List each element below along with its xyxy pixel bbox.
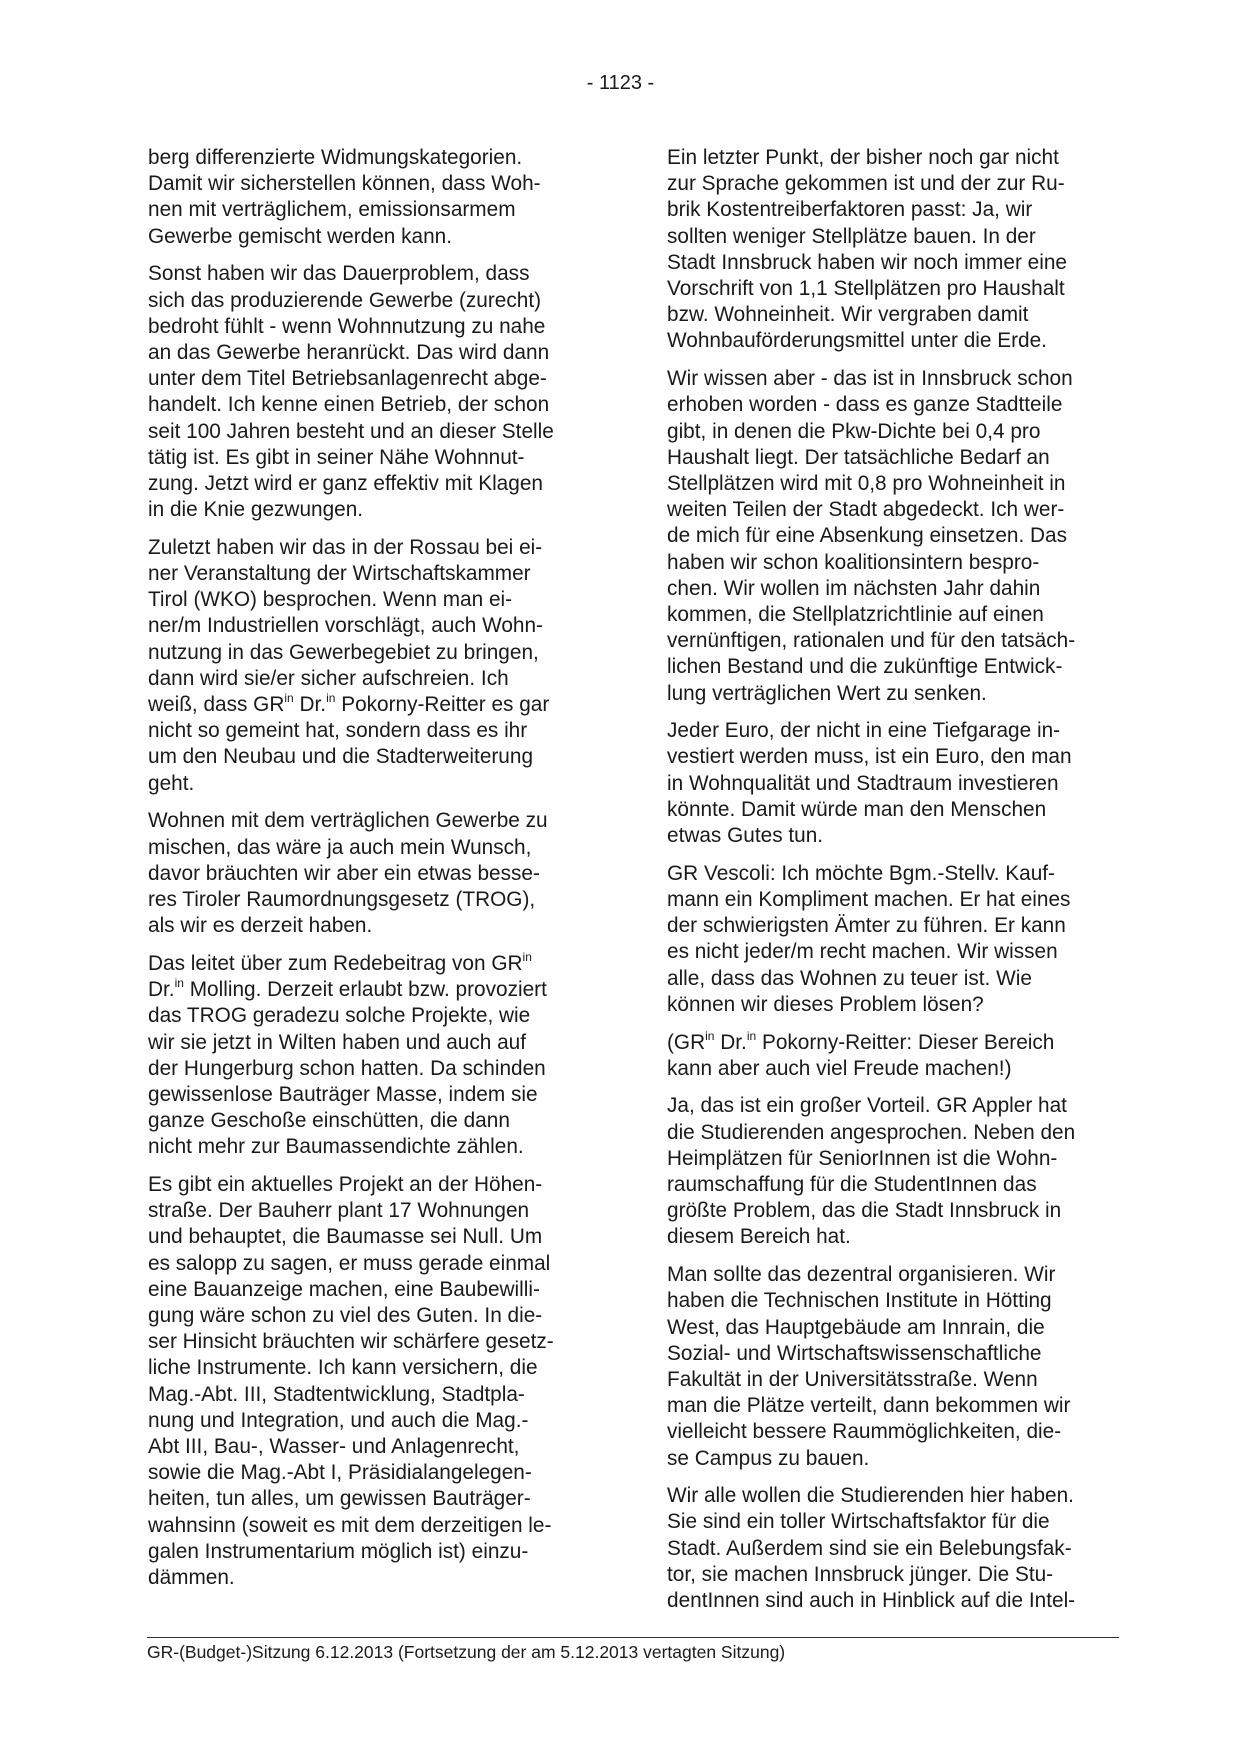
superscript-in: in [326, 691, 336, 706]
text-line: erhoben worden - dass es ganze Stadtteile [667, 393, 1063, 417]
text-line: Mag.-Abt. III, Stadtentwicklung, Stadtpla- [148, 1382, 525, 1406]
text-line: Heimplätzen für SeniorInnen ist die Wohn- [667, 1146, 1058, 1170]
text-line: gung wäre schon zu viel des Guten. In die- [148, 1304, 543, 1328]
left-column [148, 145, 592, 1603]
text-line: in Wohnqualität und Stadtraum investieren [667, 771, 1059, 795]
text-line: Tirol (WKO) besprochen. Wenn man ei- [148, 588, 513, 612]
text-line: bedroht fühlt - wenn Wohnnutzung zu nahe [148, 314, 546, 338]
text-line: nen mit verträglichem, emissionsarmem [148, 198, 516, 222]
text-line: könnte. Damit würde man den Menschen [667, 797, 1047, 821]
text-line: Abt III, Bau-, Wasser- und Anlagenrecht, [148, 1435, 520, 1459]
text-line: West, das Hauptgebäude am Innrain, die [667, 1315, 1045, 1339]
text-line: Zuletzt haben wir das in der Rossau bei ei- [148, 535, 543, 559]
text-line: Ein letzter Punkt, der bisher noch gar nicht [667, 146, 1059, 169]
paragraph [148, 261, 592, 523]
right-column [667, 145, 1111, 1626]
text-line: Haushalt liegt. Der tatsächliche Bedarf an [667, 445, 1050, 469]
text-line: weiß, dass $GR^{in}$ Dr.$^{in}$ Pokorny-Reitter es gar [148, 691, 550, 717]
superscript-in: in [174, 976, 184, 991]
text-line: Sonst haben wir das Dauerproblem, dass [148, 262, 530, 286]
text-line: kann aber auch viel Freude machen!) [667, 1056, 1012, 1080]
text-line: ($GR^{in}$ Dr.$^{in}$ Pokorny-Reitter: Dieser Bereich [667, 1028, 1055, 1054]
text-line: tätig ist. Es gibt in seiner Nähe Wohnnut- [148, 445, 525, 469]
text-line: seit 100 Jahren besteht und an dieser Stelle [148, 419, 554, 443]
text-line: haben wir schon koalitionsintern bespro- [667, 550, 1040, 574]
text-line: diesem Bereich hat. [667, 1225, 851, 1249]
text-line: sollten weniger Stellplätze bauen. In der [667, 224, 1036, 248]
text-line: vielleicht bessere Raummöglichkeiten, die- [667, 1420, 1062, 1444]
paragraph [148, 145, 592, 250]
text-line: res Tiroler Raumordnungsgesetz (TROG), [148, 887, 536, 911]
text-line: in die Knie gezwungen. [148, 498, 364, 522]
text-line: Ja, das ist ein großer Vorteil. GR Appler hat [667, 1094, 1067, 1118]
text-line: an das Gewerbe heranrückt. Das wird dann [148, 340, 550, 364]
text-line: größte Problem, das die Stadt Innsbruck in [667, 1199, 1062, 1223]
text-line: zung. Jetzt wird er ganz effektiv mit Klagen [148, 471, 543, 495]
text-line: wir sie jetzt in Wilten haben und auch auf [148, 1030, 527, 1054]
text-line: brik Kostentreiberfaktoren passt: Ja, wir [667, 198, 1033, 222]
paragraph [148, 535, 592, 797]
footer-session-info: GR-(Budget-)Sitzung 6.12.2013 (Fortsetzung der am 5.12.2013 vertagten Sitzung) [147, 1642, 786, 1662]
text-line: handelt. Ich kenne einen Betrieb, der schon [148, 393, 550, 417]
text-line: eine Bauanzeige machen, eine Baubewilli- [148, 1277, 540, 1301]
text-line: Das leitet über zum Redebeitrag von $GR^{in}$ [148, 949, 532, 975]
text-line: lung verträglichen Wert zu senken. [667, 681, 987, 705]
text-line: nicht so gemeint hat, sondern dass es ihr [148, 719, 528, 743]
text-line: Stadt. Außerdem sind sie ein Belebungsfak- [667, 1536, 1072, 1560]
text-line: ner Veranstaltung der Wirtschaftskammer [148, 562, 531, 586]
text-line: die Studierenden angesprochen. Neben den [667, 1120, 1076, 1144]
text-line: liche Instrumente. Ich kann versichern, die [148, 1356, 538, 1380]
paragraph [148, 808, 592, 939]
superscript-in: in [746, 1028, 757, 1043]
text-line: Wir alle wollen die Studierenden hier haben. [667, 1484, 1074, 1508]
text-line: das TROG geradezu solche Projekte, wie [148, 1004, 531, 1028]
text-line: und behauptet, die Baumasse sei Null. Um [148, 1225, 543, 1249]
text-line: kommen, die Stellplatzrichtlinie auf einen [667, 602, 1044, 626]
text-line: Damit wir sicherstellen können, dass Woh- [148, 172, 541, 196]
text-line: Stadt Innsbruck haben wir noch immer eine [667, 250, 1067, 274]
text-line: haben die Technischen Institute in Hötting [667, 1289, 1052, 1313]
page-number: - 1123 - [586, 72, 655, 94]
text-line: GR Vescoli: Ich möchte Bgm.-Stellv. Kauf- [667, 861, 1055, 885]
text-line: se Campus zu bauen. [667, 1446, 870, 1470]
text-line: der schwierigsten Ämter zu führen. Er kann [667, 914, 1066, 938]
paragraph [667, 1262, 1111, 1472]
paragraph [667, 861, 1111, 1018]
text-line: unter dem Titel Betriebsanlagenrecht abge- [148, 367, 547, 391]
text-line: dämmen. [148, 1566, 235, 1590]
text-line: dann wird sie/er sicher aufschreien. Ich [148, 666, 509, 690]
text-line: mischen, das wäre ja auch mein Wunsch, [148, 835, 532, 859]
text-line: ner/m Industriellen vorschlägt, auch Wohn- [148, 614, 543, 638]
superscript-in: in [705, 1028, 715, 1043]
footer-divider [147, 1637, 1119, 1638]
text-line: als wir es derzeit haben. [148, 914, 373, 938]
text-line: Es gibt ein aktuelles Projekt an der Höhen- [148, 1173, 543, 1197]
text-line: Sie sind ein toller Wirtschaftsfaktor für die [667, 1510, 1050, 1534]
text-line: ser Hinsicht bräuchten wir schärfere gesetz- [148, 1330, 554, 1354]
text-line: etwas Gutes tun. [667, 824, 824, 848]
text-line: nung und Integration, und auch die Mag.- [148, 1408, 529, 1432]
text-line: lichen Bestand und die zukünftige Entwick- [667, 655, 1063, 679]
text-line: raumschaffung für die StudentInnen das [667, 1173, 1037, 1197]
paragraph [667, 145, 1111, 355]
text-line: vestiert werden muss, ist ein Euro, den man [667, 745, 1072, 769]
text-line: dentInnen sind auch in Hinblick auf die Intel- [667, 1589, 1076, 1613]
text-line: sich das produzierende Gewerbe (zurecht) [148, 288, 542, 312]
text-line: Fakultät in der Universitätsstraße. Wenn [667, 1367, 1038, 1391]
text-line: straße. Der Bauherr plant 17 Wohnungen [148, 1199, 530, 1223]
text-line: gewissenlose Bauträger Masse, indem sie [148, 1082, 538, 1106]
text-line: es nicht jeder/m recht machen. Wir wissen [667, 940, 1058, 964]
text-line: Vorschrift von 1,1 Stellplätzen pro Haushalt [667, 277, 1065, 301]
text-line: wahnsinn (soweit es mit dem derzeitigen le- [148, 1513, 552, 1537]
text-line: Sozial- und Wirtschaftswissenschaftliche [667, 1341, 1042, 1365]
paragraph [667, 366, 1111, 707]
text-line: nutzung in das Gewerbegebiet zu bringen, [148, 640, 539, 664]
text-line: ganze Geschoße einschütten, die dann [148, 1109, 510, 1133]
text-line: davor bräuchten wir aber ein etwas besse- [148, 861, 540, 885]
paragraph [667, 718, 1111, 849]
text-line: man die Plätze verteilt, dann bekommen wir [667, 1394, 1071, 1418]
text-line: Dr.$^{in}$ Molling. Derzeit erlaubt bzw. provoziert [148, 976, 547, 1002]
paragraph [148, 951, 592, 1161]
text-line: Man sollte das dezentral organisieren. Wir [667, 1263, 1056, 1287]
text-line: berg differenzierte Widmungskategorien. [148, 146, 523, 169]
text-line: können wir dieses Problem lösen? [667, 992, 984, 1016]
text-line: alle, dass das Wohnen zu teuer ist. Wie [667, 966, 1032, 990]
text-line: Wohnbauförderungsmittel unter die Erde. [667, 329, 1047, 353]
text-line: tor, sie machen Innsbruck jünger. Die Stu- [667, 1562, 1054, 1586]
text-line: mann ein Kompliment machen. Er hat eines [667, 887, 1071, 911]
text-line: vernünftigen, rationalen und für den tatsäch- [667, 629, 1076, 653]
text-line: Gewerbe gemischt werden kann. [148, 224, 453, 248]
text-line: Jeder Euro, der nicht in eine Tiefgarage in- [667, 719, 1061, 743]
text-line: weiten Teilen der Stadt abgedeckt. Ich wer- [667, 498, 1065, 522]
text-line: zur Sprache gekommen ist und der zur Ru- [667, 172, 1065, 196]
text-line: um den Neubau und die Stadterweiterung [148, 745, 534, 769]
text-line: geht. [148, 771, 195, 795]
superscript-in: in [522, 949, 532, 964]
text-line: Wir wissen aber - das ist in Innsbruck schon [667, 367, 1073, 391]
text-line: bzw. Wohneinheit. Wir vergraben damit [667, 303, 1029, 327]
paragraph [667, 1093, 1111, 1250]
text-line: galen Instrumentarium möglich ist) einzu- [148, 1539, 529, 1563]
text-line: gibt, in denen die Pkw-Dichte bei 0,4 pro [667, 419, 1041, 443]
text-line: chen. Wir wollen im nächsten Jahr dahin [667, 576, 1041, 600]
text-line: de mich für eine Absenkung einsetzen. Das [667, 524, 1068, 548]
paragraph [148, 1172, 592, 1591]
text-line: sowie die Mag.-Abt I, Präsidialangelegen- [148, 1461, 532, 1485]
text-line: der Hungerburg schon hatten. Da schinden [148, 1056, 546, 1080]
text-line: Stellplätzen wird mit 0,8 pro Wohneinheit in [667, 471, 1066, 495]
paragraph [667, 1483, 1111, 1614]
text-line: heiten, tun alles, um gewissen Bauträger- [148, 1487, 531, 1511]
text-line: Wohnen mit dem verträglichen Gewerbe zu [148, 809, 548, 833]
superscript-in: in [284, 691, 294, 706]
text-line: nicht mehr zur Baumassendichte zählen. [148, 1135, 524, 1159]
paragraph [667, 1030, 1111, 1082]
text-line: es salopp zu sagen, er muss gerade einmal [148, 1251, 551, 1275]
